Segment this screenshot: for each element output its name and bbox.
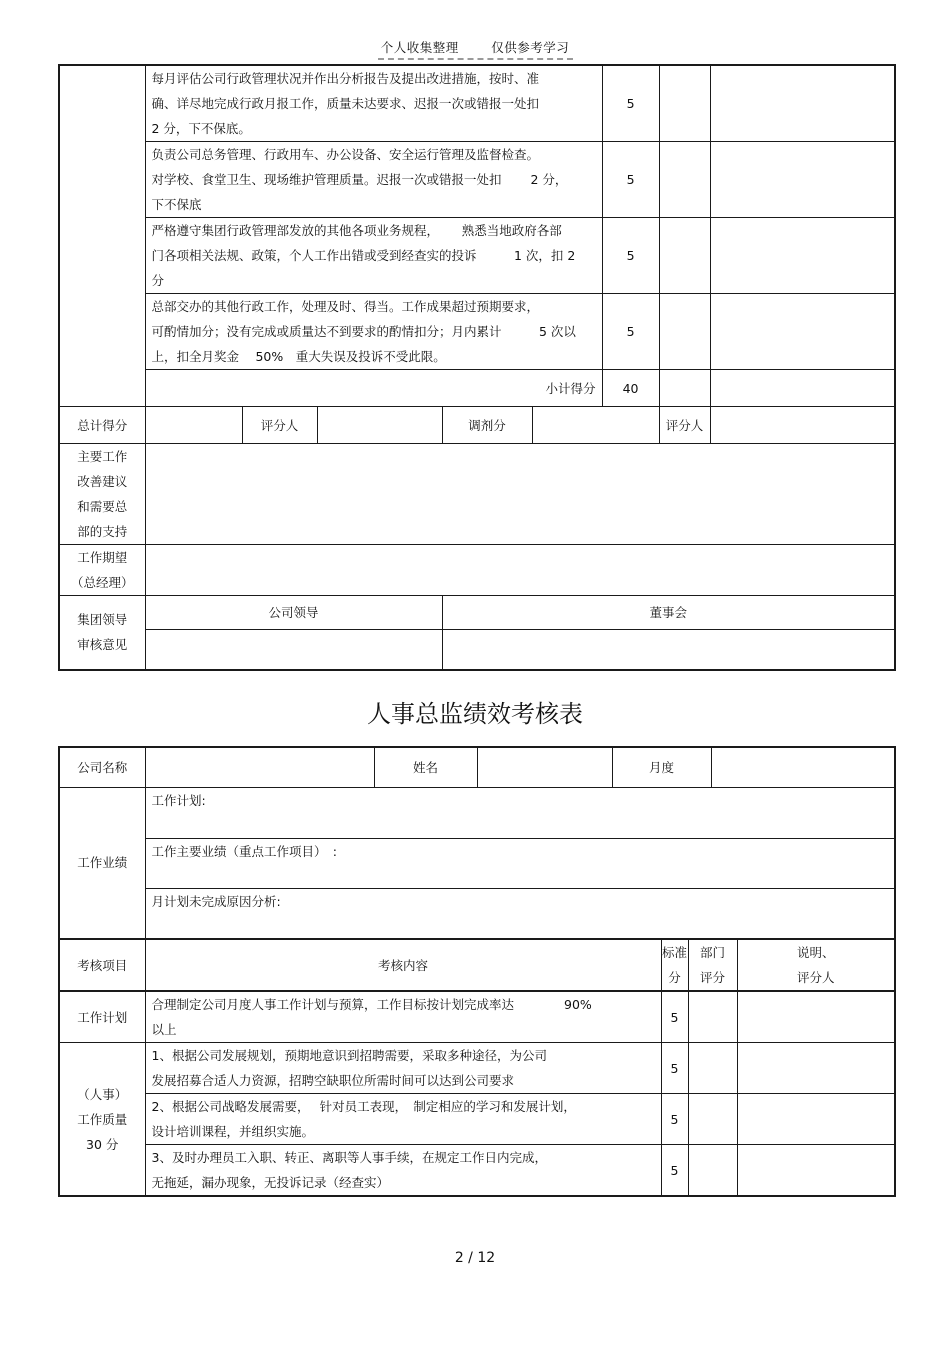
header-line: 说明、 [796, 945, 835, 960]
criteria-cell [145, 1094, 661, 1145]
dept-score-cell[interactable] [688, 1094, 737, 1145]
rater-value-cell[interactable] [710, 407, 895, 444]
criteria-line: 合理制定公司月度人事工作计划与预算，工作目标按计划完成率达 90% [151, 997, 592, 1012]
company-leader-opinion-cell[interactable] [145, 630, 442, 670]
improvement-label [59, 444, 145, 545]
page-title: 人事总监绩效考核表 [367, 700, 583, 728]
board-label: 董事会 [442, 596, 895, 630]
criteria-cell [145, 1043, 661, 1094]
header-line: 分 [668, 970, 681, 985]
adjust-label: 调剂分 [442, 407, 532, 444]
criteria-line: 设计培训课程，并组织实施。 [151, 1124, 315, 1139]
criteria-line: 严格遵守集团行政管理部发放的其他各项业务规程， 熟悉当地政府各部 [151, 223, 562, 238]
criteria-cell [145, 65, 602, 142]
quality-label [59, 1043, 145, 1197]
criteria-line: 总部交办的其他行政工作，处理及时、得当。工作成果超过预期要求， [151, 299, 540, 314]
criteria-cell [145, 142, 602, 218]
criteria-line: 上，扣全月奖金 50% 重大失误及投诉不受此限。 [151, 349, 446, 364]
page-number: 2 / 12 [454, 1250, 496, 1266]
criteria-line: 1、根据公司发展规划，预期地意识到招聘需要，采取多种途径，为公司 [151, 1048, 547, 1063]
name-label: 姓名 [374, 747, 477, 787]
note-cell[interactable] [710, 370, 895, 407]
criteria-line: 2、根据公司战略发展需要， 针对员工表现， 制定相应的学习和发展计划， [151, 1099, 576, 1114]
label-line: 和需要总 [77, 499, 128, 514]
header-line: 部门 [699, 945, 725, 960]
label-line: 30 分 [86, 1136, 119, 1152]
category-cell [59, 65, 145, 407]
dept-score-cell[interactable] [659, 218, 710, 294]
company-name-value[interactable] [145, 747, 374, 787]
note-cell[interactable] [710, 65, 895, 142]
total-value-cell[interactable] [145, 407, 242, 444]
dept-score-cell[interactable] [659, 370, 710, 407]
subtotal-row [59, 370, 895, 407]
criteria-line: 负责公司总务管理、行政用车、办公设备、安全运行管理及监督检查。 [151, 147, 540, 162]
col-content-header: 考核内容 [145, 939, 661, 991]
month-label: 月度 [612, 747, 711, 787]
total-row [59, 407, 895, 444]
criteria-line: 分 [151, 273, 165, 288]
work-plan-cell[interactable]: 工作计划: [145, 787, 895, 838]
col-item-header: 考核项目 [59, 939, 145, 991]
label-line: 主要工作 [77, 449, 128, 464]
note-cell[interactable] [710, 294, 895, 370]
note-cell[interactable] [737, 1094, 895, 1145]
admin-assessment-table [58, 64, 896, 671]
criteria-cell [145, 218, 602, 294]
note-cell[interactable] [737, 1043, 895, 1094]
criteria-line: 以上 [151, 1022, 177, 1037]
unfinished-analysis-cell[interactable]: 月计划未完成原因分析: [145, 888, 895, 939]
criteria-cell [145, 294, 602, 370]
criteria-line: 门各项相关法规、政策，个人工作出错或受到经查实的投诉 1 次，扣 2 [151, 248, 576, 263]
note-cell[interactable] [710, 142, 895, 218]
criteria-cell [145, 991, 661, 1043]
review-header-row [59, 596, 895, 630]
label-line: 工作期望 [77, 550, 128, 565]
rater-label: 评分人 [242, 407, 317, 444]
note-cell[interactable] [737, 1145, 895, 1197]
standard-score: 5 [661, 1094, 688, 1145]
dept-score-cell[interactable] [688, 991, 737, 1043]
criteria-line: 3、及时办理员工入职、转正、离职等人事手续，在规定工作日内完成， [151, 1150, 547, 1165]
dept-score-cell[interactable] [688, 1043, 737, 1094]
header-note [0, 38, 950, 56]
dept-score-cell[interactable] [659, 294, 710, 370]
performance-row [59, 787, 895, 838]
dept-score-cell[interactable] [659, 142, 710, 218]
review-label [59, 596, 145, 670]
table-row [59, 142, 895, 218]
standard-score: 5 [661, 991, 688, 1043]
header-line: 标准 [661, 945, 687, 960]
label-line: 集团领导 [77, 612, 128, 628]
performance-label: 工作业绩 [59, 787, 145, 939]
criteria-line: 可酌情加分；没有完成或质量达不到要求的酌情扣分；月内累计 5 次以 [151, 324, 576, 339]
criteria-line: 下不保底 [151, 197, 202, 212]
standard-score: 5 [602, 294, 659, 370]
header-left-text: 个人收集整理 [380, 40, 459, 55]
note-cell[interactable] [710, 218, 895, 294]
improvement-row [59, 444, 895, 545]
column-header-row [59, 939, 895, 991]
adjust-value-cell[interactable] [532, 407, 659, 444]
expectation-row [59, 545, 895, 596]
criteria-line: 发展招募合适人力资源，招聘空缺职位所需时间可以达到公司要求 [151, 1073, 515, 1088]
label-line: 审核意见 [77, 637, 128, 653]
header-line: 评分 [699, 970, 725, 985]
col-std-header [661, 939, 688, 991]
criteria-line: 每月评估公司行政管理状况并作出分析报告及提出改进措施，按时、准 [151, 71, 540, 86]
improvement-content-cell[interactable] [145, 444, 895, 545]
info-row [59, 747, 895, 787]
label-line: 工作质量 [77, 1111, 128, 1127]
performance-row [59, 888, 895, 939]
table-row [59, 65, 895, 142]
table-row [59, 294, 895, 370]
table-row [59, 1145, 895, 1197]
dept-score-cell[interactable] [688, 1145, 737, 1197]
dept-score-cell[interactable] [659, 65, 710, 142]
standard-score: 5 [602, 142, 659, 218]
performance-row [59, 838, 895, 888]
criteria-line: 对学校、食堂卫生、现场维护管理质量。迟报一次或错报一处扣 2 分， [151, 172, 568, 187]
main-performance-cell[interactable]: 工作主要业绩（重点工作项目） : [145, 838, 895, 888]
review-content-row [59, 630, 895, 670]
header-line: 评分人 [796, 970, 835, 985]
rater-value-cell[interactable] [317, 407, 442, 444]
table-row [59, 1094, 895, 1145]
rater-label: 评分人 [659, 407, 710, 444]
col-dept-header [688, 939, 737, 991]
month-value[interactable] [711, 747, 895, 787]
standard-score: 5 [661, 1145, 688, 1197]
criteria-cell [145, 1145, 661, 1197]
company-leader-label: 公司领导 [145, 596, 442, 630]
hr-director-assessment-table [58, 746, 896, 1197]
label-line: （总经理） [70, 575, 134, 590]
criteria-line: 无拖延，漏办现象，无投诉记录（经查实） [151, 1175, 390, 1190]
note-cell[interactable] [737, 991, 895, 1043]
name-value[interactable] [477, 747, 612, 787]
label-line: （人事） [77, 1086, 128, 1102]
expectation-content-cell[interactable] [145, 545, 895, 596]
standard-score: 5 [602, 218, 659, 294]
label-line: 部的支持 [77, 524, 128, 539]
subtotal-label: 小计得分 [145, 370, 602, 407]
header-right-text: 仅供参考学习 [491, 40, 570, 55]
label-line: 改善建议 [77, 474, 128, 489]
col-note-header [737, 939, 895, 991]
criteria-line: 确、详尽地完成行政月报工作，质量未达要求、迟报一次或错报一处扣 [151, 96, 540, 111]
subtotal-value: 40 [602, 370, 659, 407]
header-divider [378, 58, 573, 60]
standard-score: 5 [602, 65, 659, 142]
plan-item-label: 工作计划 [59, 991, 145, 1043]
expectation-label [59, 545, 145, 596]
board-opinion-cell[interactable] [442, 630, 895, 670]
table-row [59, 1043, 895, 1094]
table-row [59, 991, 895, 1043]
standard-score: 5 [661, 1043, 688, 1094]
criteria-line: 2 分，下不保底。 [151, 121, 251, 136]
total-label: 总计得分 [59, 407, 145, 444]
table-row [59, 218, 895, 294]
company-name-label: 公司名称 [59, 747, 145, 787]
